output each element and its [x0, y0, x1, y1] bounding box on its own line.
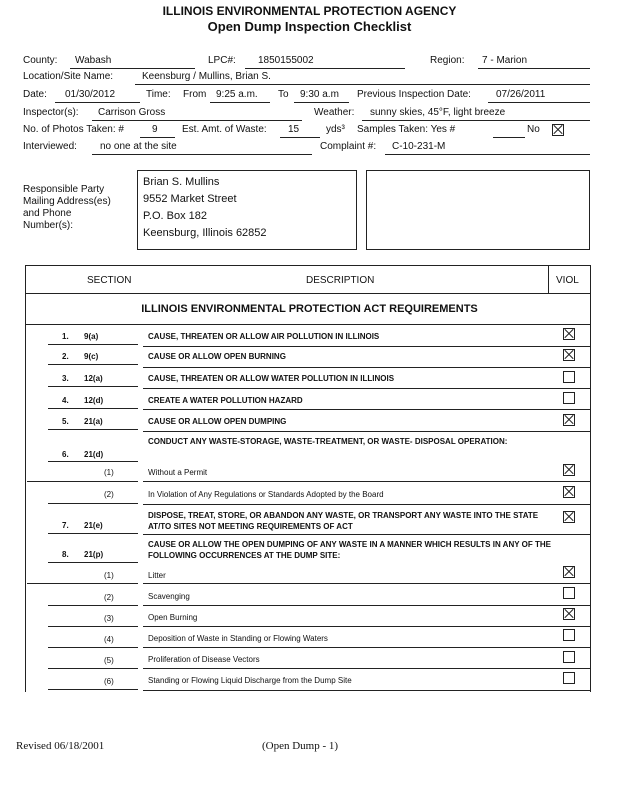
party-pobox: P.O. Box 182: [143, 210, 208, 222]
samples-no-checkbox[interactable]: [552, 124, 564, 136]
party-label: [23, 184, 111, 232]
lpc-value: 1850155002: [258, 55, 314, 66]
interviewed-value: no one at the site: [100, 141, 177, 152]
party-label-line: Responsible Party: [23, 184, 105, 195]
row-description: CAUSE OR ALLOW THE OPEN DUMPING OF ANY WASTE IN A MANNER WHICH RESULTS IN ANY OF THE FOLLOWING OCCURRENCES AT THE DUMP SITE:: [148, 540, 551, 560]
row-section: 9(c): [84, 352, 99, 361]
from-value: 9:25 a.m.: [216, 89, 258, 100]
violation-checkbox[interactable]: [563, 349, 575, 361]
interviewed-label: Interviewed:: [23, 141, 77, 152]
row-number: 6.: [62, 450, 69, 459]
to-label: To: [278, 89, 289, 100]
samples-no-label: No: [527, 124, 540, 135]
waste-value: 15: [288, 124, 300, 135]
row-number: 5.: [62, 417, 69, 426]
col-header-description: DESCRIPTION: [306, 275, 375, 286]
inspector-label: Inspector(s):: [23, 107, 79, 118]
complaint-label: Complaint #:: [320, 141, 377, 152]
to-value: 9:30 a.m: [300, 89, 339, 100]
sub-number: (2): [104, 593, 114, 602]
violation-checkbox[interactable]: [563, 629, 575, 641]
row-section: 21(e): [84, 521, 103, 530]
row-section: 21(d): [84, 450, 104, 459]
row-number: 8.: [62, 550, 69, 559]
row-description: DISPOSE, TREAT, STORE, OR ABANDON ANY WASTE, OR TRANSPORT ANY WASTE INTO THE STATE AT/TO SITES NOT MEETING REQUIREMENTS OF ACT: [148, 511, 539, 531]
row-section: 21(p): [84, 550, 104, 559]
violation-checkbox[interactable]: [563, 371, 575, 383]
row-section: 21(a): [84, 417, 103, 426]
col-header-section: SECTION: [87, 275, 132, 286]
party-street: 9552 Market Street: [143, 193, 237, 205]
date-label: Date:: [23, 89, 47, 100]
inspector-value: Carrison Gross: [98, 107, 166, 118]
row-description: Deposition of Waste in Standing or Flowing Waters: [148, 634, 328, 643]
row-section: 12(d): [84, 396, 104, 405]
previous-inspection-label: Previous Inspection Date:: [357, 89, 471, 100]
county-label: County:: [23, 55, 58, 66]
row-description: CREATE A WATER POLLUTION HAZARD: [148, 396, 303, 405]
second-address-box: [366, 170, 590, 250]
row-number: 7.: [62, 521, 69, 530]
samples-label: Samples Taken: Yes #: [357, 124, 456, 135]
row-section: 9(a): [84, 332, 99, 341]
photos-label: No. of Photos Taken: #: [23, 124, 124, 135]
previous-inspection-value: 07/26/2011: [496, 89, 546, 100]
violation-checkbox[interactable]: [563, 566, 575, 578]
row-description: CAUSE, THREATEN OR ALLOW WATER POLLUTION IN ILLINOIS: [148, 374, 395, 383]
sub-number: (2): [104, 490, 114, 499]
row-description: Scavenging: [148, 592, 190, 601]
col-header-viol: VIOL: [556, 275, 579, 286]
sub-number: (3): [104, 614, 114, 623]
party-city: Keensburg, Illinois 62852: [143, 227, 267, 239]
row-description: Proliferation of Disease Vectors: [148, 655, 260, 664]
act-heading: ILLINOIS ENVIRONMENTAL PROTECTION ACT REQUIREMENTS: [141, 303, 478, 315]
weather-value: sunny skies, 45°F, light breeze: [370, 107, 506, 118]
agency-name: ILLINOIS ENVIRONMENTAL PROTECTION AGENCY: [162, 4, 457, 18]
row-description: CAUSE OR ALLOW OPEN BURNING: [148, 352, 286, 361]
time-label: Time:: [146, 89, 171, 100]
weather-label: Weather:: [314, 107, 355, 118]
page-label: (Open Dump - 1): [262, 740, 339, 752]
violation-checkbox[interactable]: [563, 587, 575, 599]
sub-number: (4): [104, 635, 114, 644]
from-label: From: [183, 89, 207, 100]
violation-checkbox[interactable]: [563, 392, 575, 404]
violation-checkbox[interactable]: [563, 608, 575, 620]
party-address-box: [137, 170, 357, 250]
party-label-line: and Phone: [23, 208, 72, 219]
row-number: 4.: [62, 396, 69, 405]
row-description: CAUSE, THREATEN OR ALLOW AIR POLLUTION IN ILLINOIS: [148, 332, 380, 341]
county-value: Wabash: [75, 55, 112, 66]
row-description: Without a Permit: [148, 468, 208, 477]
violation-checkbox[interactable]: [563, 464, 575, 476]
party-label-line: Number(s):: [23, 220, 74, 231]
location-label: Location/Site Name:: [23, 71, 114, 82]
date-value: 01/30/2012: [65, 89, 116, 100]
row-description: Litter: [148, 571, 166, 580]
waste-unit: yds³: [326, 124, 345, 135]
violation-checkbox[interactable]: [563, 486, 575, 498]
party-label-line: Mailing Address(es): [23, 196, 111, 207]
waste-label: Est. Amt. of Waste:: [182, 124, 267, 135]
sub-number: (1): [104, 571, 114, 580]
violation-checkbox[interactable]: [563, 672, 575, 684]
violation-checkbox[interactable]: [563, 414, 575, 426]
region-label: Region:: [430, 55, 465, 66]
row-description: In Violation of Any Regulations or Standards Adopted by the Board: [148, 490, 384, 499]
location-value: Keensburg / Mullins, Brian S.: [142, 71, 271, 82]
revised-date: Revised 06/18/2001: [16, 740, 105, 752]
party-name: Brian S. Mullins: [143, 176, 220, 188]
complaint-value: C-10-231-M: [392, 141, 446, 152]
row-description: CAUSE OR ALLOW OPEN DUMPING: [148, 417, 287, 426]
row-section: 12(a): [84, 374, 103, 383]
region-value: 7 - Marion: [482, 55, 528, 66]
lpc-label: LPC#:: [208, 55, 236, 66]
photos-value: 9: [152, 124, 158, 135]
row-number: 3.: [62, 374, 69, 383]
sub-number: (6): [104, 677, 114, 686]
form-title: Open Dump Inspection Checklist: [207, 19, 412, 34]
sub-number: (5): [104, 656, 114, 665]
row-description: CONDUCT ANY WASTE-STORAGE, WASTE-TREATMENT, OR WASTE- DISPOSAL OPERATION:: [148, 437, 508, 446]
violation-checkbox[interactable]: [563, 328, 575, 340]
violation-checkbox[interactable]: [563, 651, 575, 663]
sub-number: (1): [104, 468, 114, 477]
violation-checkbox[interactable]: [563, 511, 575, 523]
row-number: 2.: [62, 352, 69, 361]
row-description: Open Burning: [148, 613, 198, 622]
row-description: Standing or Flowing Liquid Discharge from the Dump Site: [148, 676, 352, 685]
row-number: 1.: [62, 332, 69, 341]
